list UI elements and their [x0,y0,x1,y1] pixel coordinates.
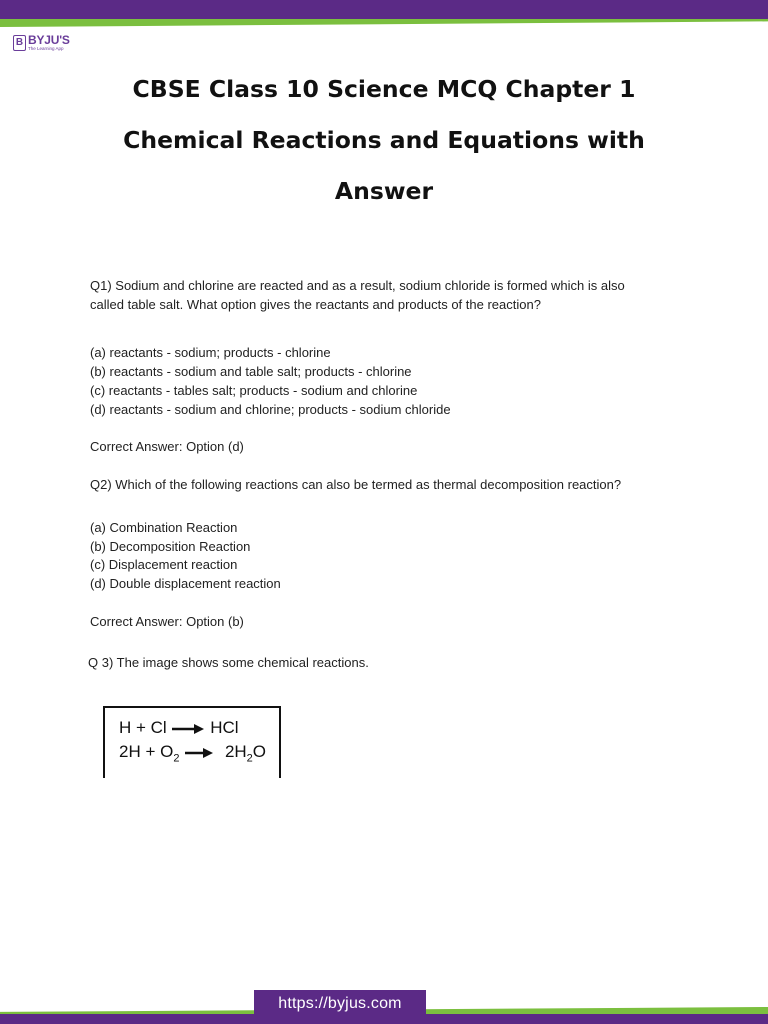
q1-option-a: (a) reactants - sodium; products - chlorine [90,345,331,360]
q2-option-c: (c) Displacement reaction [90,557,238,572]
eq2-reactants: $2H + O_2$ [119,742,180,765]
eq1-product: HCl [210,718,239,737]
arrow-right-icon [171,723,205,735]
footer-url-badge [254,990,426,1018]
page-title [0,64,768,217]
q3-text: Q 3) The image shows some chemical reactions. [88,655,369,670]
logo-tagline: The Learning App [28,46,64,51]
eq1-reactants: H + Cl [119,718,167,737]
footer-url-link[interactable]: https://byjus.com [278,995,402,1012]
q1-answer: Correct Answer: Option (d) [90,439,244,454]
q1-option-c: (c) reactants - tables salt; products - sodium and chlorine [90,383,418,398]
reaction-equation-1 [119,718,239,738]
q1-option-d: (d) reactants - sodium and chlorine; products - sodium chloride [90,402,451,417]
q2-answer: Correct Answer: Option (b) [90,614,244,629]
q1-text-line-2: called table salt. What option gives the reactants and products of the reaction? [90,297,541,312]
arrow-right-icon [184,747,214,759]
reaction-image [103,706,281,778]
title-line-1: CBSE Class 10 Science MCQ Chapter 1 [132,75,636,103]
byjus-logo [13,34,70,52]
header-green-stripe [0,19,768,27]
q1-option-b: (b) reactants - sodium and table salt; products - chlorine [90,364,412,379]
title-line-3: Answer [334,177,434,205]
title-line-2: Chemical Reactions and Equations with [123,126,645,154]
logo-name: BYJU'S [28,33,70,47]
q2-option-d: (d) Double displacement reaction [90,576,281,591]
eq2-product: $2H_2O$ [224,742,267,765]
reaction-equation-2 [119,742,266,764]
header-purple-band [0,0,768,19]
q2-option-a: (a) Combination Reaction [90,520,238,535]
q2-text: Q2) Which of the following reactions can also be termed as thermal decomposition reaction? [90,477,622,492]
q2-option-b: (b) Decomposition Reaction [90,539,251,554]
q1-text-line-1: Q1) Sodium and chlorine are reacted and as a result, sodium chloride is formed which is also [90,278,625,293]
logo-mark: B [13,35,26,51]
